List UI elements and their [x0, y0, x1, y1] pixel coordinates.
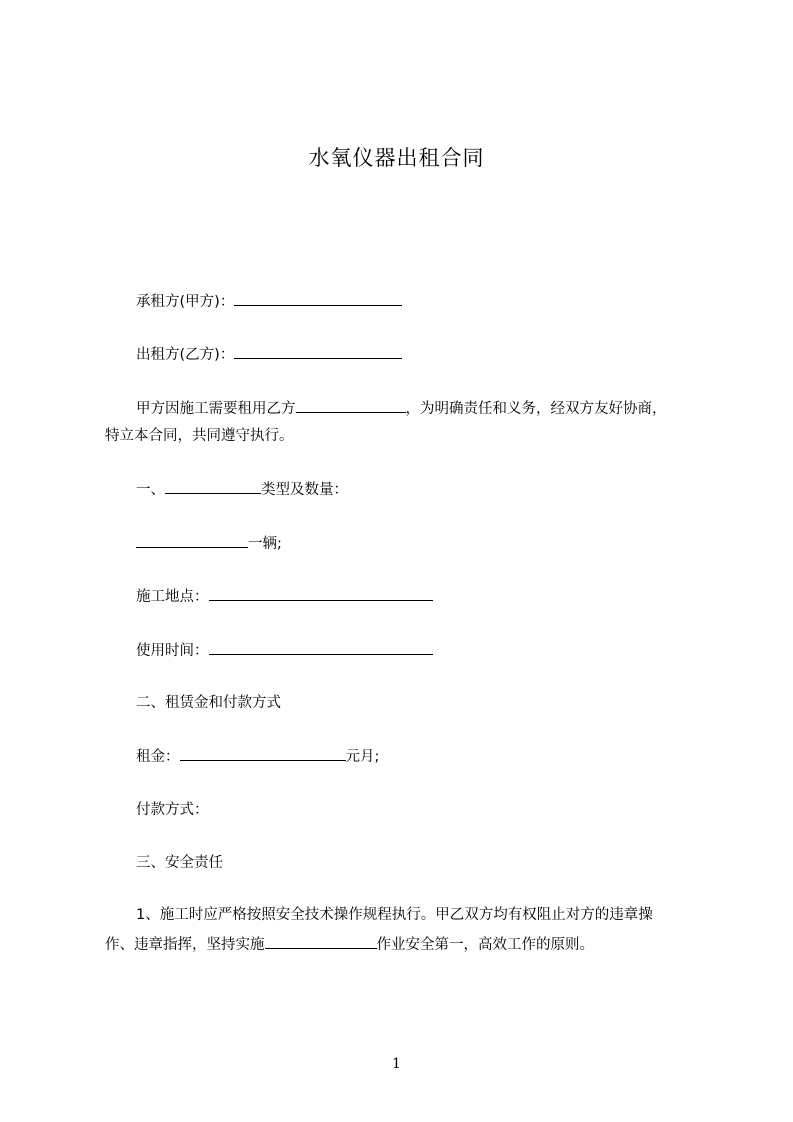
section1-prefix: 一、	[136, 482, 165, 498]
preamble-blank[interactable]	[296, 398, 406, 413]
document-title: 水氧仪器出租合同	[308, 146, 485, 170]
quantity-blank[interactable]	[136, 533, 248, 548]
page-number: 1	[392, 1056, 401, 1072]
site-blank[interactable]	[209, 586, 433, 601]
section2-heading: 二、租赁金和付款方式	[136, 695, 281, 711]
quantity-line	[136, 533, 282, 554]
time-label: 使用时间：	[136, 643, 209, 659]
site-line	[136, 586, 433, 607]
clause1-line-1: 1、施工时应严格按照安全技术操作规程执行。甲乙双方均有权阻止对方的违章操	[136, 907, 653, 923]
quantity-suffix: 一辆;	[248, 536, 282, 552]
rent-suffix: 元月;	[345, 749, 380, 765]
preamble-line-2: 特立本合同，共同遵守执行。	[105, 428, 294, 444]
clause1-blank[interactable]	[265, 934, 377, 949]
lessor-blank[interactable]	[234, 344, 402, 359]
site-label: 施工地点：	[136, 589, 209, 605]
lessee-line	[136, 291, 402, 312]
clause1-line-2	[105, 934, 594, 955]
clause1-text-2: 作业安全第一，高效工作的原则。	[376, 937, 594, 953]
section1-blank[interactable]	[165, 479, 261, 494]
preamble-text-1: 甲方因施工需要租用乙方	[136, 401, 296, 417]
lessor-label: 出租方(乙方)：	[136, 347, 235, 363]
lessee-blank[interactable]	[234, 291, 402, 306]
lessor-line	[136, 344, 402, 365]
rent-blank[interactable]	[180, 746, 346, 761]
section3-heading: 三、安全责任	[136, 855, 223, 871]
rent-line	[136, 746, 379, 767]
time-line	[136, 640, 433, 661]
preamble-line-1	[136, 398, 667, 419]
payment-line: 付款方式：	[136, 802, 209, 818]
lessee-label: 承租方(甲方)：	[136, 294, 235, 310]
time-blank[interactable]	[209, 640, 433, 655]
section1-suffix: 类型及数量：	[261, 482, 348, 498]
rent-label: 租金：	[136, 749, 180, 765]
section1-heading	[136, 479, 348, 500]
preamble-text-2: ，为明确责任和义务，经双方友好协商，	[405, 401, 667, 417]
clause1-text-1: 作、违章指挥，坚持实施	[105, 937, 265, 953]
